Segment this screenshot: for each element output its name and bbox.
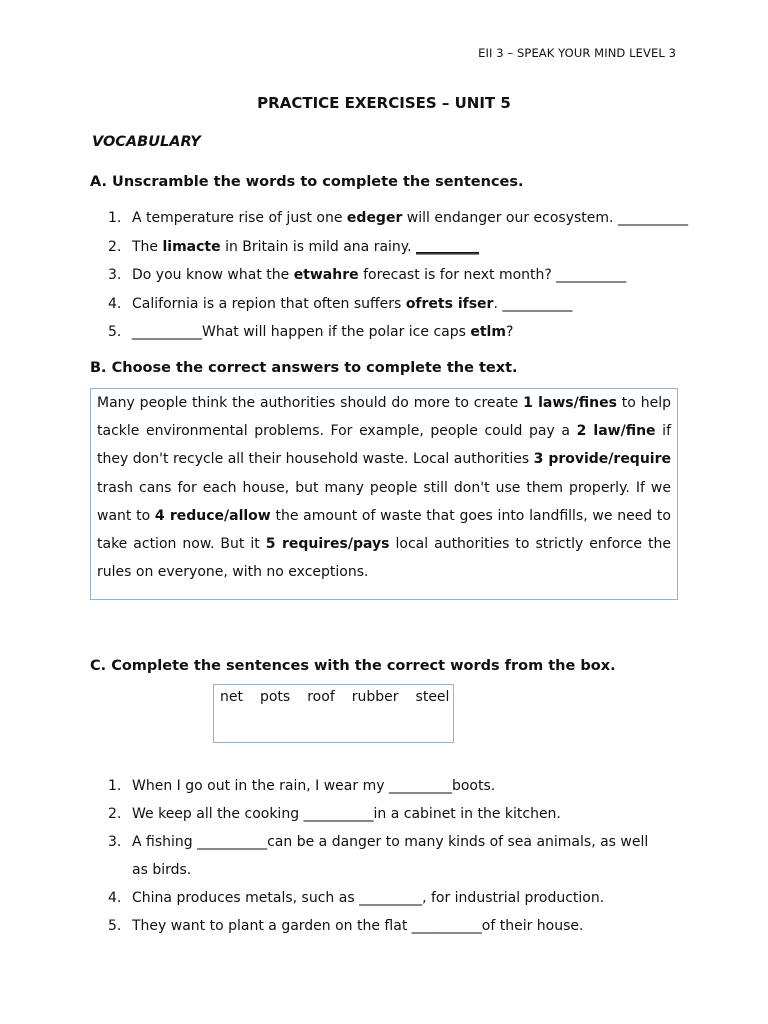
- list-item: 4. California is a repion that often suffers ofrets ifser. __________: [108, 295, 573, 312]
- list-item: 2. We keep all the cooking __________in a cabinet in the kitchen.: [108, 806, 561, 822]
- text-box: [90, 388, 678, 600]
- section-a-list: [108, 210, 708, 353]
- answer-choice: 3 provide/require: [533, 451, 671, 468]
- list-item: 3. Do you know what the etwahre forecast is for next month? __________: [108, 267, 627, 283]
- list-item: 1. A temperature rise of just one edeger will endanger our ecosystem. __________: [108, 210, 688, 226]
- scrambled-word: edeger: [346, 210, 403, 226]
- answer-choice: 4 reduce/allow: [154, 507, 271, 524]
- answer-choice: 2 law/fine: [576, 423, 656, 440]
- section-b-heading: B. Choose the correct answers to complete the text.: [90, 360, 518, 376]
- course-header: EII 3 – SPEAK YOUR MIND LEVEL 3: [478, 46, 676, 60]
- word-option: pots: [259, 689, 291, 705]
- list-item: 4. China produces metals, such as _________, for industrial production.: [108, 890, 605, 906]
- scrambled-word: etwahre: [293, 267, 359, 283]
- scrambled-word: ofrets ifser: [405, 295, 494, 312]
- word-box: [213, 684, 454, 743]
- paragraph: Many people think the authorities should do more to create 1 laws/fines to help tackle environmental problems. For example, people could pay a 2 law/fine if they don't recycle all their household waste. Local authorities 3 provide/require trash cans for each house, but many people still don't use them properly. If we want to 4 reduce/allow the amount of waste that goes into landfills, we need to take action now. But it 5 requires/pays local authorities to strictly enforce the rules on everyone, with no exceptions.: [97, 395, 671, 581]
- answer-blank[interactable]: _________: [415, 238, 479, 255]
- answer-choice: 1 laws/fines: [523, 395, 617, 411]
- scrambled-word: etlm: [470, 324, 506, 340]
- section-c-heading: C. Complete the sentences with the correct words from the box.: [90, 658, 616, 674]
- vocabulary-label: VOCABULARY: [92, 134, 201, 150]
- section-a-heading: A. Unscramble the words to complete the sentences.: [90, 174, 524, 190]
- list-item: 3. A fishing __________can be a danger to many kinds of sea animals, as well as birds.: [108, 834, 649, 878]
- page-title: PRACTICE EXERCISES – UNIT 5: [257, 94, 511, 112]
- section-c-list: [108, 772, 668, 940]
- list-item: 5. __________What will happen if the polar ice caps etlm?: [108, 324, 514, 340]
- answer-choice: 5 requires/pays: [265, 536, 390, 553]
- scrambled-word: limacte: [162, 238, 221, 255]
- word-option: steel: [415, 689, 450, 705]
- word-option: roof: [307, 689, 335, 705]
- list-item: 5. They want to plant a garden on the flat __________of their house.: [108, 918, 584, 934]
- word-option: rubber: [351, 689, 399, 705]
- list-item: 1. When I go out in the rain, I wear my _________boots.: [108, 778, 496, 794]
- word-option: net: [220, 689, 243, 705]
- list-item: 2. The limacte in Britain is mild ana rainy. _________: [108, 238, 479, 255]
